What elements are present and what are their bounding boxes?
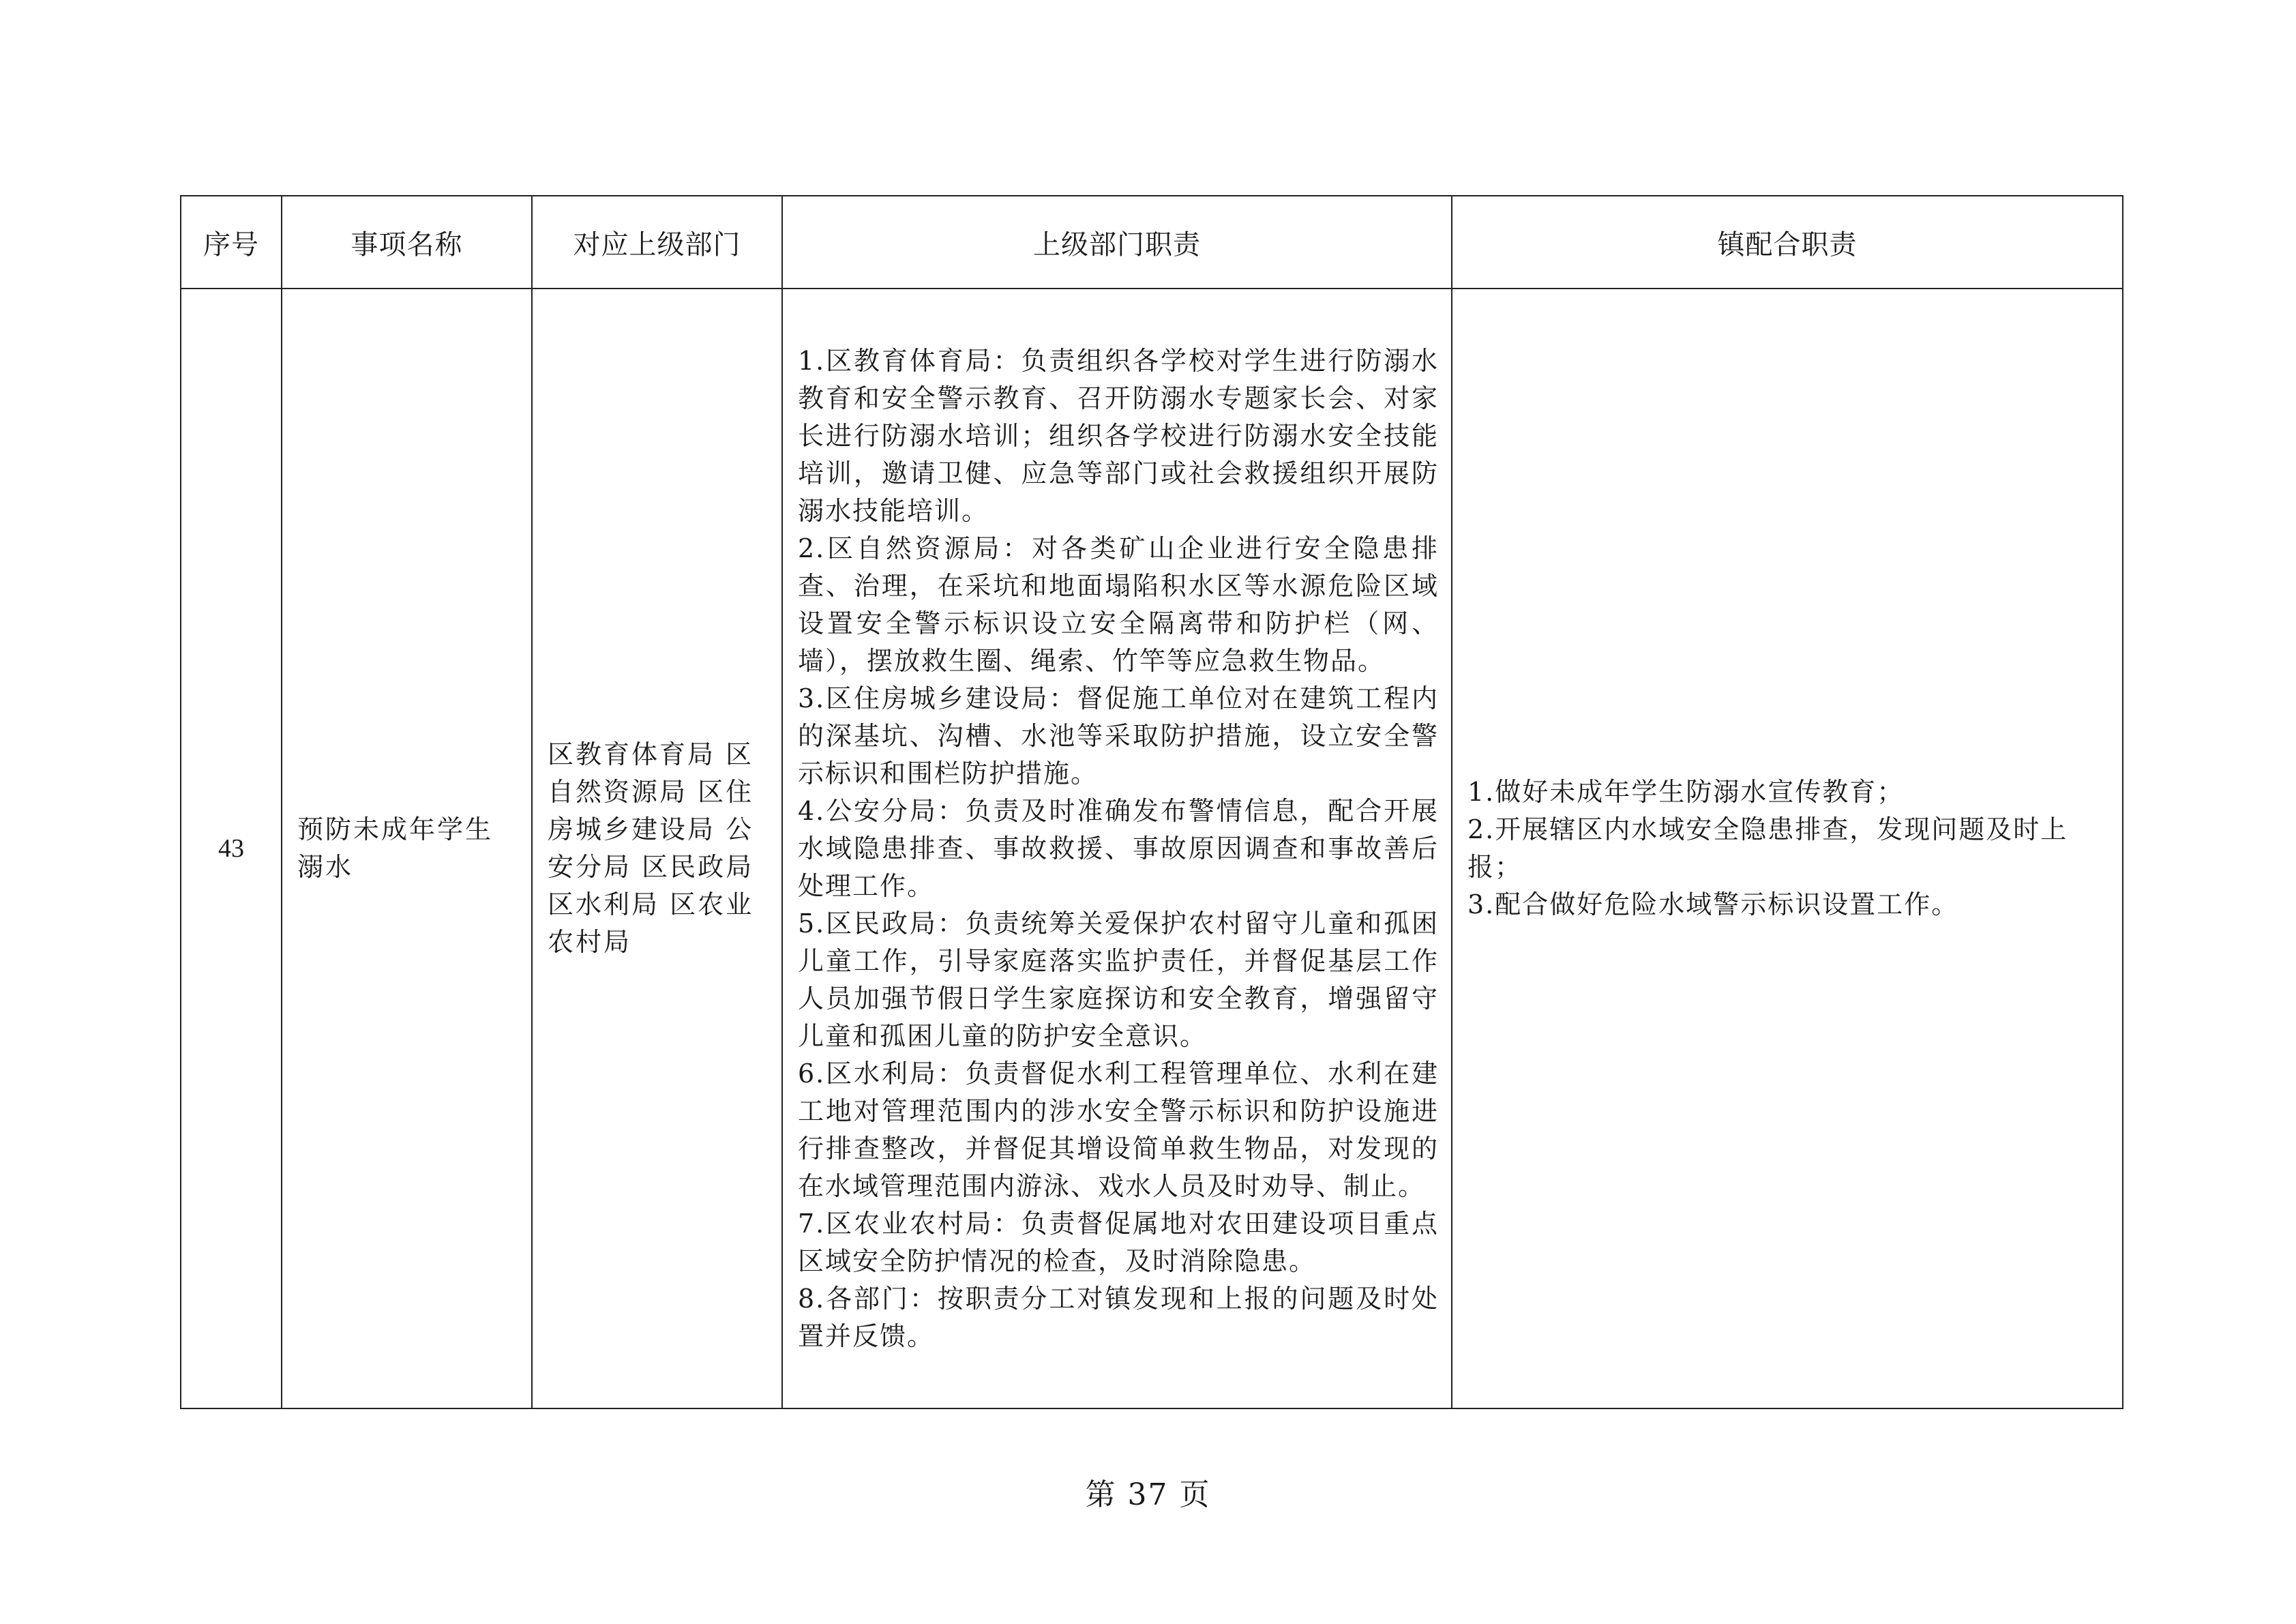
cell-name: 预防未成年学生溺水 — [282, 289, 532, 1408]
town-item: 2.开展辖区内水域安全隐患排查，发现问题及时上报； — [1467, 814, 2068, 882]
header-resp: 上级部门职责 — [782, 196, 1452, 289]
cell-town — [1452, 289, 2123, 1408]
town-item: 1.做好未成年学生防溺水宣传教育； — [1467, 777, 1905, 807]
resp-item: 4.公安分局：负责及时准确发布警情信息，配合开展水域隐患排查、事故救援、事故原因调查和事故善后处理工作。 — [798, 795, 1439, 901]
resp-item: 5.区民政局：负责统筹关爱保护农村留守儿童和孤困儿童工作，引导家庭落实监护责任，并督促基层工作人员加强节假日学生家庭探访和安全教育，增强留守儿童和孤困儿童的防护安全意识。 — [798, 908, 1439, 1051]
cell-resp — [782, 289, 1452, 1408]
resp-item: 2.区自然资源局：对各类矿山企业进行安全隐患排查、治理，在采坑和地面塌陷积水区等水源危险区域设置安全警示标识设立安全隔离带和防护栏（网、墙），摆放救生圈、绳索、竹竿等应急救生物品。 — [798, 533, 1439, 676]
cell-seq: 43 — [181, 289, 282, 1408]
resp-item: 6.区水利局：负责督促水利工程管理单位、水利在建工地对管理范围内的涉水安全警示标识和防护设施进行排查整改，并督促其增设简单救生物品，对发现的在水域管理范围内游泳、戏水人员及时劝导、制止。 — [798, 1058, 1439, 1201]
resp-item: 8.各部门：按职责分工对镇发现和上报的问题及时处置并反馈。 — [798, 1283, 1439, 1351]
header-town: 镇配合职责 — [1452, 196, 2123, 289]
header-seq: 序号 — [181, 196, 282, 289]
page-number: 第 37 页 — [1085, 1477, 1211, 1512]
duty-table — [180, 195, 2123, 1409]
table-row — [181, 289, 2123, 1408]
resp-item: 3.区住房城乡建设局：督促施工单位对在建筑工程内的深基坑、沟槽、水池等采取防护措施，设立安全警示标识和围栏防护措施。 — [798, 683, 1439, 788]
resp-item: 7.区农业农村局：负责督促属地对农田建设项目重点区域安全防护情况的检查，及时消除隐患。 — [798, 1208, 1439, 1276]
table-header — [181, 196, 2123, 289]
header-name: 事项名称 — [282, 196, 532, 289]
cell-dept: 区教育体育局 区自然资源局 区住房城乡建设局 公安分局 区民政局 区水利局 区农业农村局 — [532, 289, 782, 1408]
resp-item: 1.区教育体育局：负责组织各学校对学生进行防溺水教育和安全警示教育、召开防溺水专题家长会、对家长进行防溺水培训；组织各学校进行防溺水安全技能培训，邀请卫健、应急等部门或社会救援组织开展防溺水技能培训。 — [798, 345, 1439, 526]
header-dept: 对应上级部门 — [532, 196, 782, 289]
town-item: 3.配合做好危险水域警示标识设置工作。 — [1467, 889, 1959, 919]
header-row — [181, 196, 2123, 289]
